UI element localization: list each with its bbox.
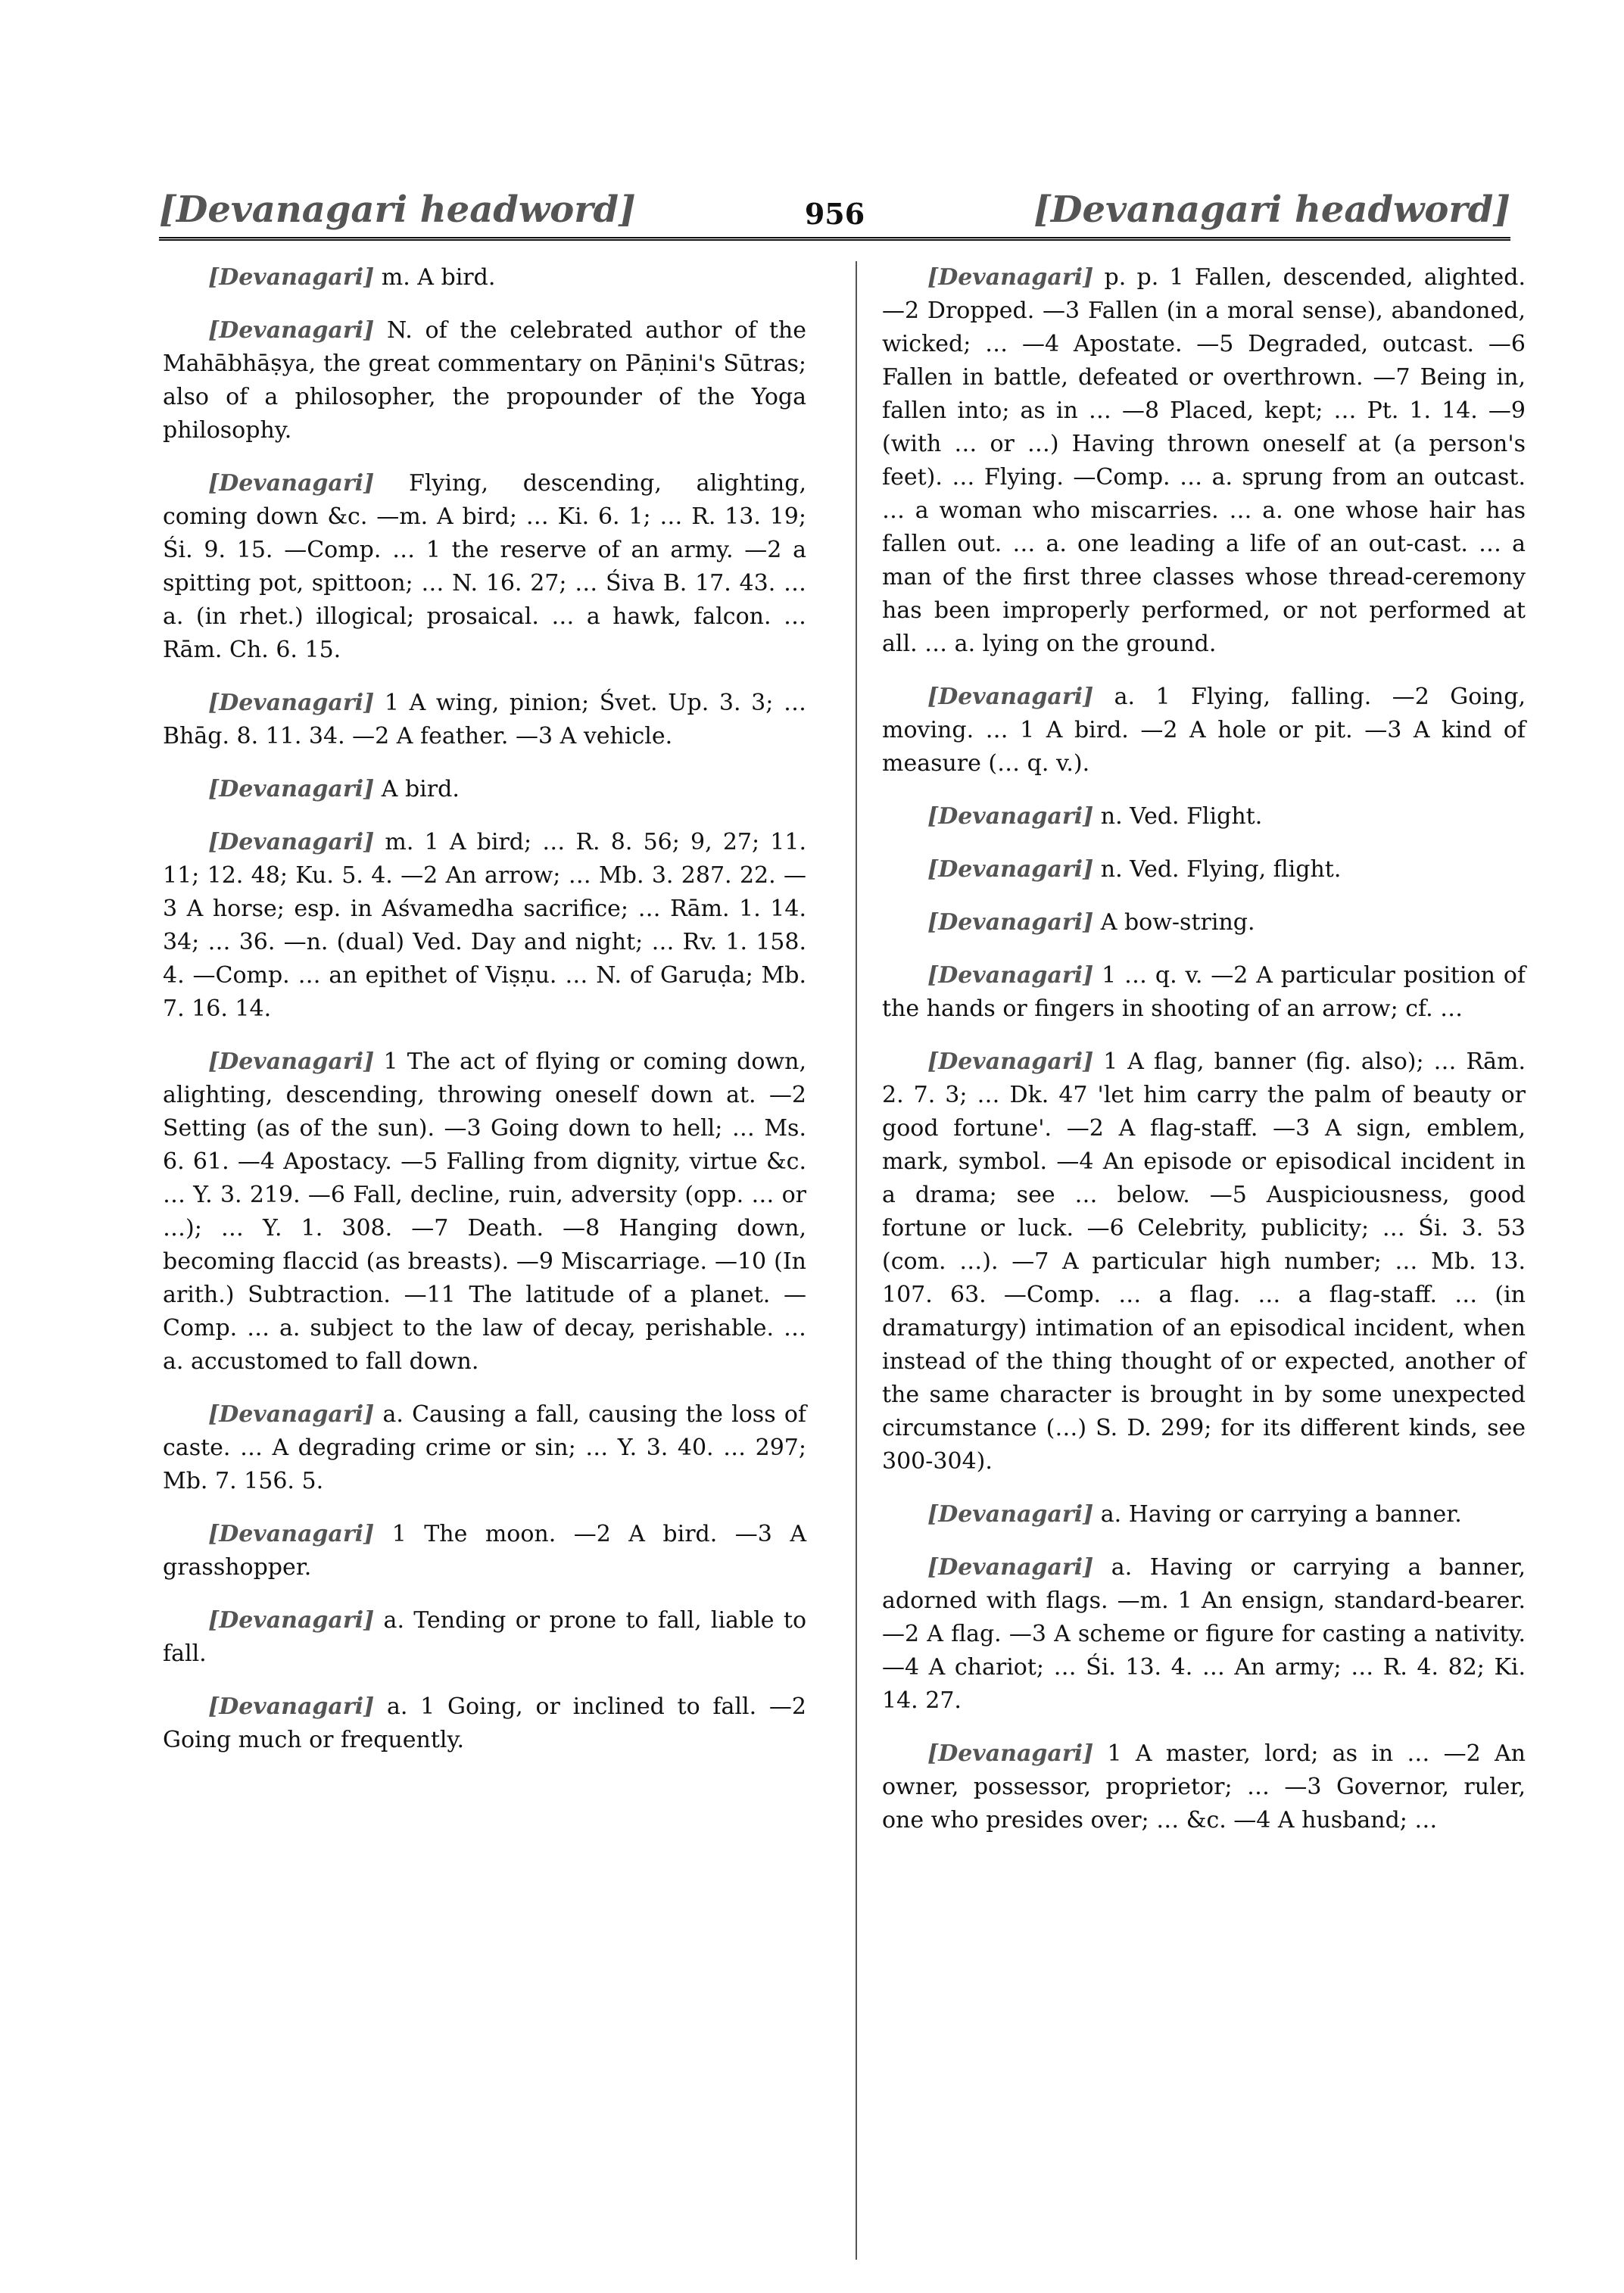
entry-definition: 1 A flag, banner (fig. also); … Rām. 2. 7. 3; … Dk. 47 'let him carry the palm of beauty or good fortune'. —2 A flag-staff. —3 A sign, emblem, mark, symbol. —4 An episode or episodical incident in a drama; see … below. —5 Auspiciousness, good fortune or luck. —6 Celebrity, publicity; … Śi. 3. 53 (com. …). —7 A particular high number; … Mb. 13. 107. 63. —Comp. … a flag. … a flag-staff. … (in dramaturgy) intimation of an episodical incident, when instead of the thing thought of or expected, another of the same character is brought in by some unexpected circumstance (…) S. D. 299; for its different kinds, see 300-304). <box>882 1048 1526 1475</box>
entry-definition: 1 … q. v. —2 A particular position of the hands or fingers in shooting of an arrow; cf. … <box>882 962 1526 1022</box>
page-header <box>159 163 1510 241</box>
entry-definition: a. Tending or prone to fall, liable to fall. <box>163 1607 806 1667</box>
dictionary-entry <box>163 1398 806 1498</box>
entry-headword: [Devanagari] <box>208 829 375 855</box>
dictionary-entry <box>882 800 1526 833</box>
entry-definition: a. Causing a fall, causing the loss of caste. … A degrading crime or sin; … Y. 3. 40. … 297; Mb. 7. 156. 5. <box>163 1401 806 1494</box>
entry-headword: [Devanagari] <box>208 1401 375 1428</box>
entry-definition: n. Ved. Flying, flight. <box>1093 856 1342 883</box>
entry-definition: 1 A master, lord; as in … —2 An owner, possessor, proprietor; … —3 Governor, ruler, one who presides over; … &c. —4 A husband; … <box>882 1740 1526 1833</box>
entry-definition: A bird. <box>374 776 460 802</box>
entry-definition: p. p. 1 Fallen, descended, alighted. —2 Dropped. —3 Fallen (in a moral sense), abandoned, wicked; … —4 Apostate. —5 Degraded, outcast. —6 Fallen in battle, defeated or overthrown. —7 Being in, fallen into; as in … —8 Placed, kept; … Pt. 1. 14. —9 (with … or …) Having thrown oneself at (a person's feet). … Flying. —Comp. … a. sprung from an outcast. … a woman who miscarries. … a. one whose hair has fallen out. … a. one leading a life of an out-cast. … a man of the first three classes whose thread-ceremony has been improperly performed, or not performed at all. … a. lying on the ground. <box>882 264 1526 657</box>
dictionary-entry <box>163 1518 806 1584</box>
entry-definition: 1 The moon. —2 A bird. —3 A grasshopper. <box>163 1521 806 1581</box>
dictionary-entry <box>882 906 1526 939</box>
entry-definition: m. A bird. <box>374 264 496 291</box>
entry-headword: [Devanagari] <box>927 684 1094 710</box>
left-running-head: [Devanagari headword] <box>159 188 636 231</box>
dictionary-entry <box>882 261 1526 661</box>
entry-headword: [Devanagari] <box>927 856 1094 883</box>
entry-definition: N. of the celebrated author of the Mahābhāṣya, the great commentary on Pāṇini's Sūtras; also of a philosopher, the propounder of the Yoga philosophy. <box>163 317 806 444</box>
entry-headword: [Devanagari] <box>208 1521 375 1547</box>
entry-headword: [Devanagari] <box>927 1048 1094 1075</box>
left-column <box>163 261 806 1777</box>
dictionary-entry <box>882 853 1526 886</box>
page-number: 956 <box>804 197 865 231</box>
entry-headword: [Devanagari] <box>208 776 375 802</box>
dictionary-entry <box>882 1498 1526 1531</box>
dictionary-entry <box>882 681 1526 780</box>
right-running-head: [Devanagari headword] <box>1033 188 1510 231</box>
entry-definition: A bow-string. <box>1093 909 1255 936</box>
entry-definition: 1 A wing, pinion; Śvet. Up. 3. 3; … Bhāg. 8. 11. 34. —2 A feather. —3 A vehicle. <box>163 690 806 749</box>
dictionary-entry <box>882 959 1526 1026</box>
dictionary-entry <box>882 1045 1526 1478</box>
dictionary-entry <box>163 826 806 1026</box>
entry-headword: [Devanagari] <box>927 962 1094 989</box>
entry-headword: [Devanagari] <box>208 264 375 291</box>
dictionary-entry <box>882 1737 1526 1837</box>
dictionary-entry <box>882 1551 1526 1718</box>
entry-definition: a. 1 Going, or inclined to fall. —2 Going much or frequently. <box>163 1693 806 1753</box>
entry-definition: Flying, descending, alighting, coming down &c. —m. A bird; … Ki. 6. 1; … R. 13. 19; Śi. 9. 15. —Comp. … 1 the reserve of an army. —2 a spitting pot, spittoon; … N. 16. 27; … Śiva B. 17. 43. … a. (in rhet.) illogical; prosaical. … a hawk, falcon. … Rām. Ch. 6. 15. <box>163 470 806 663</box>
dictionary-entry <box>163 261 806 294</box>
entry-headword: [Devanagari] <box>208 317 375 344</box>
column-divider <box>856 261 857 2260</box>
entry-definition: a. 1 Flying, falling. —2 Going, moving. … 1 A bird. —2 A hole or pit. —3 A kind of measure (… q. v.). <box>882 684 1526 777</box>
dictionary-entry <box>163 467 806 667</box>
entry-definition: 1 The act of flying or coming down, alighting, descending, throwing oneself down at. —2 Setting (as of the sun). —3 Going down to hell; … Ms. 6. 61. —4 Apostacy. —5 Falling from dignity, virtue &c. … Y. 3. 219. —6 Fall, decline, ruin, adversity (opp. … or …); … Y. 1. 308. —7 Death. —8 Hanging down, becoming flaccid (as breasts). —9 Miscarriage. —10 (In arith.) Subtraction. —11 The latitude of a planet. —Comp. … a. subject to the law of decay, perishable. … a. accustomed to fall down. <box>163 1048 806 1375</box>
entry-headword: [Devanagari] <box>208 1607 375 1634</box>
entry-definition: a. Having or carrying a banner. <box>1093 1501 1462 1528</box>
entry-headword: [Devanagari] <box>927 1554 1094 1581</box>
right-column <box>882 261 1526 1857</box>
entry-definition: a. Having or carrying a banner, adorned with flags. —m. 1 An ensign, standard-bearer. —2 A flag. —3 A scheme or figure for casting a nativity. —4 A chariot; … Śi. 13. 4. … An army; … R. 4. 82; Ki. 14. 27. <box>882 1554 1526 1714</box>
dictionary-entry <box>163 1045 806 1379</box>
entry-headword: [Devanagari] <box>927 803 1094 830</box>
dictionary-entry <box>163 314 806 447</box>
entry-headword: [Devanagari] <box>208 1693 375 1720</box>
entry-headword: [Devanagari] <box>927 1501 1094 1528</box>
dictionary-entry <box>163 773 806 806</box>
dictionary-entry <box>163 1690 806 1757</box>
entry-definition: n. Ved. Flight. <box>1093 803 1263 830</box>
entry-headword: [Devanagari] <box>208 470 375 497</box>
entry-headword: [Devanagari] <box>927 909 1094 936</box>
dictionary-entry <box>163 1604 806 1671</box>
entry-definition: m. 1 A bird; … R. 8. 56; 9, 27; 11. 11; 12. 48; Ku. 5. 4. —2 An arrow; … Mb. 3. 287. 22. —3 A horse; esp. in Aśvamedha sacrifice; … Rām. 1. 14. 34; … 36. —n. (dual) Ved. Day and night; … Rv. 1. 158. 4. —Comp. … an epithet of Viṣṇu. … N. of Garuḍa; Mb. 7. 16. 14. <box>163 829 806 1022</box>
dictionary-entry <box>163 687 806 753</box>
entry-headword: [Devanagari] <box>208 690 375 716</box>
entry-headword: [Devanagari] <box>927 264 1094 291</box>
entry-headword: [Devanagari] <box>927 1740 1094 1767</box>
entry-headword: [Devanagari] <box>208 1048 375 1075</box>
